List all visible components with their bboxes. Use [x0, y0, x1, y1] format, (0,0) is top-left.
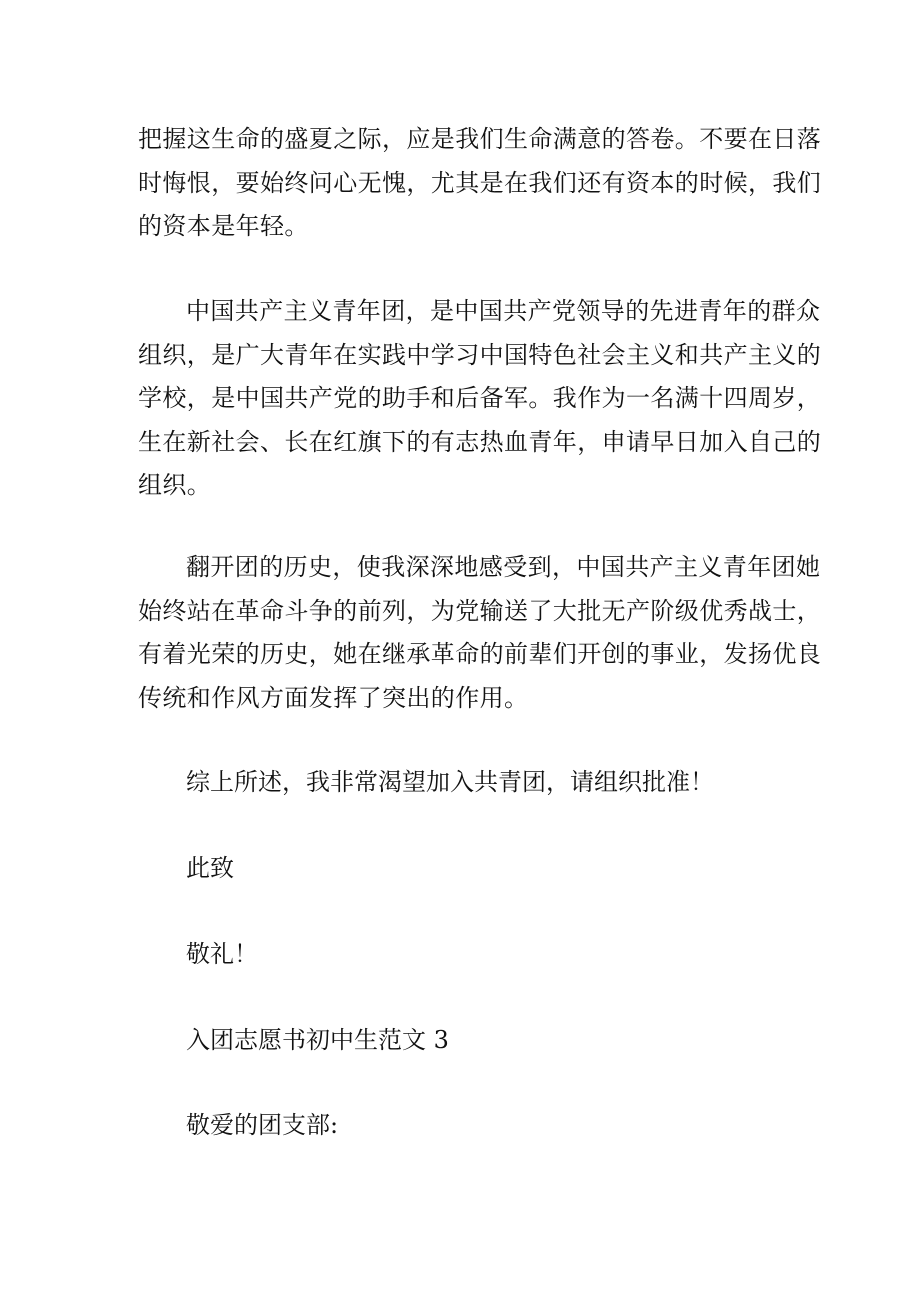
paragraph-1-line-1: 把握这生命的盛夏之际，应是我们生命满意的答卷。不要在日落 — [138, 125, 822, 153]
paragraph-1-line-2: 时悔恨，要始终问心无愧，尤其是在我们还有资本的时候，我们 — [138, 168, 822, 197]
paragraph-2-line-2: 组织，是广大青年在实践中学习中国特色社会主义和共产主义的 — [138, 340, 822, 369]
paragraph-2-line-5: 组织。 — [138, 471, 212, 499]
paragraph-2 — [138, 290, 822, 508]
paragraph-1-line-3: 的资本是年轻。 — [138, 212, 309, 240]
paragraph-3-line-4: 传统和作风方面发挥了突出的作用。 — [138, 683, 529, 712]
paragraph-2-line-1: 中国共产主义青年团，是中国共产党领导的先进青年的群众 — [186, 297, 821, 325]
closing-cizhi: 此致 — [186, 854, 234, 882]
conclusion-line: 综上所述，我非常渴望加入共青团，请组织批准！ — [186, 768, 714, 796]
paragraph-3-line-1: 翻开团的历史，使我深深地感受到，中国共产主义青年团她 — [186, 553, 821, 581]
next-essay-title: 入团志愿书初中生范文 3 — [186, 1026, 449, 1054]
paragraph-2-line-4: 生在新社会、长在红旗下的有志热血青年，申请早日加入自己的 — [138, 427, 822, 456]
salutation: 敬爱的团支部: — [186, 1111, 339, 1139]
paragraph-2-line-3: 学校，是中国共产党的助手和后备军。我作为一名满十四周岁， — [138, 384, 822, 412]
paragraph-1 — [138, 118, 822, 249]
paragraph-3 — [138, 546, 822, 720]
paragraph-3-line-2: 始终站在革命斗争的前列，为党输送了大批无产阶级优秀战士， — [138, 596, 822, 625]
paragraph-3-line-3: 有着光荣的历史，她在继承革命的前辈们开创的事业，发扬优良 — [138, 640, 822, 668]
closing-jingli: 敬礼！ — [186, 940, 258, 968]
